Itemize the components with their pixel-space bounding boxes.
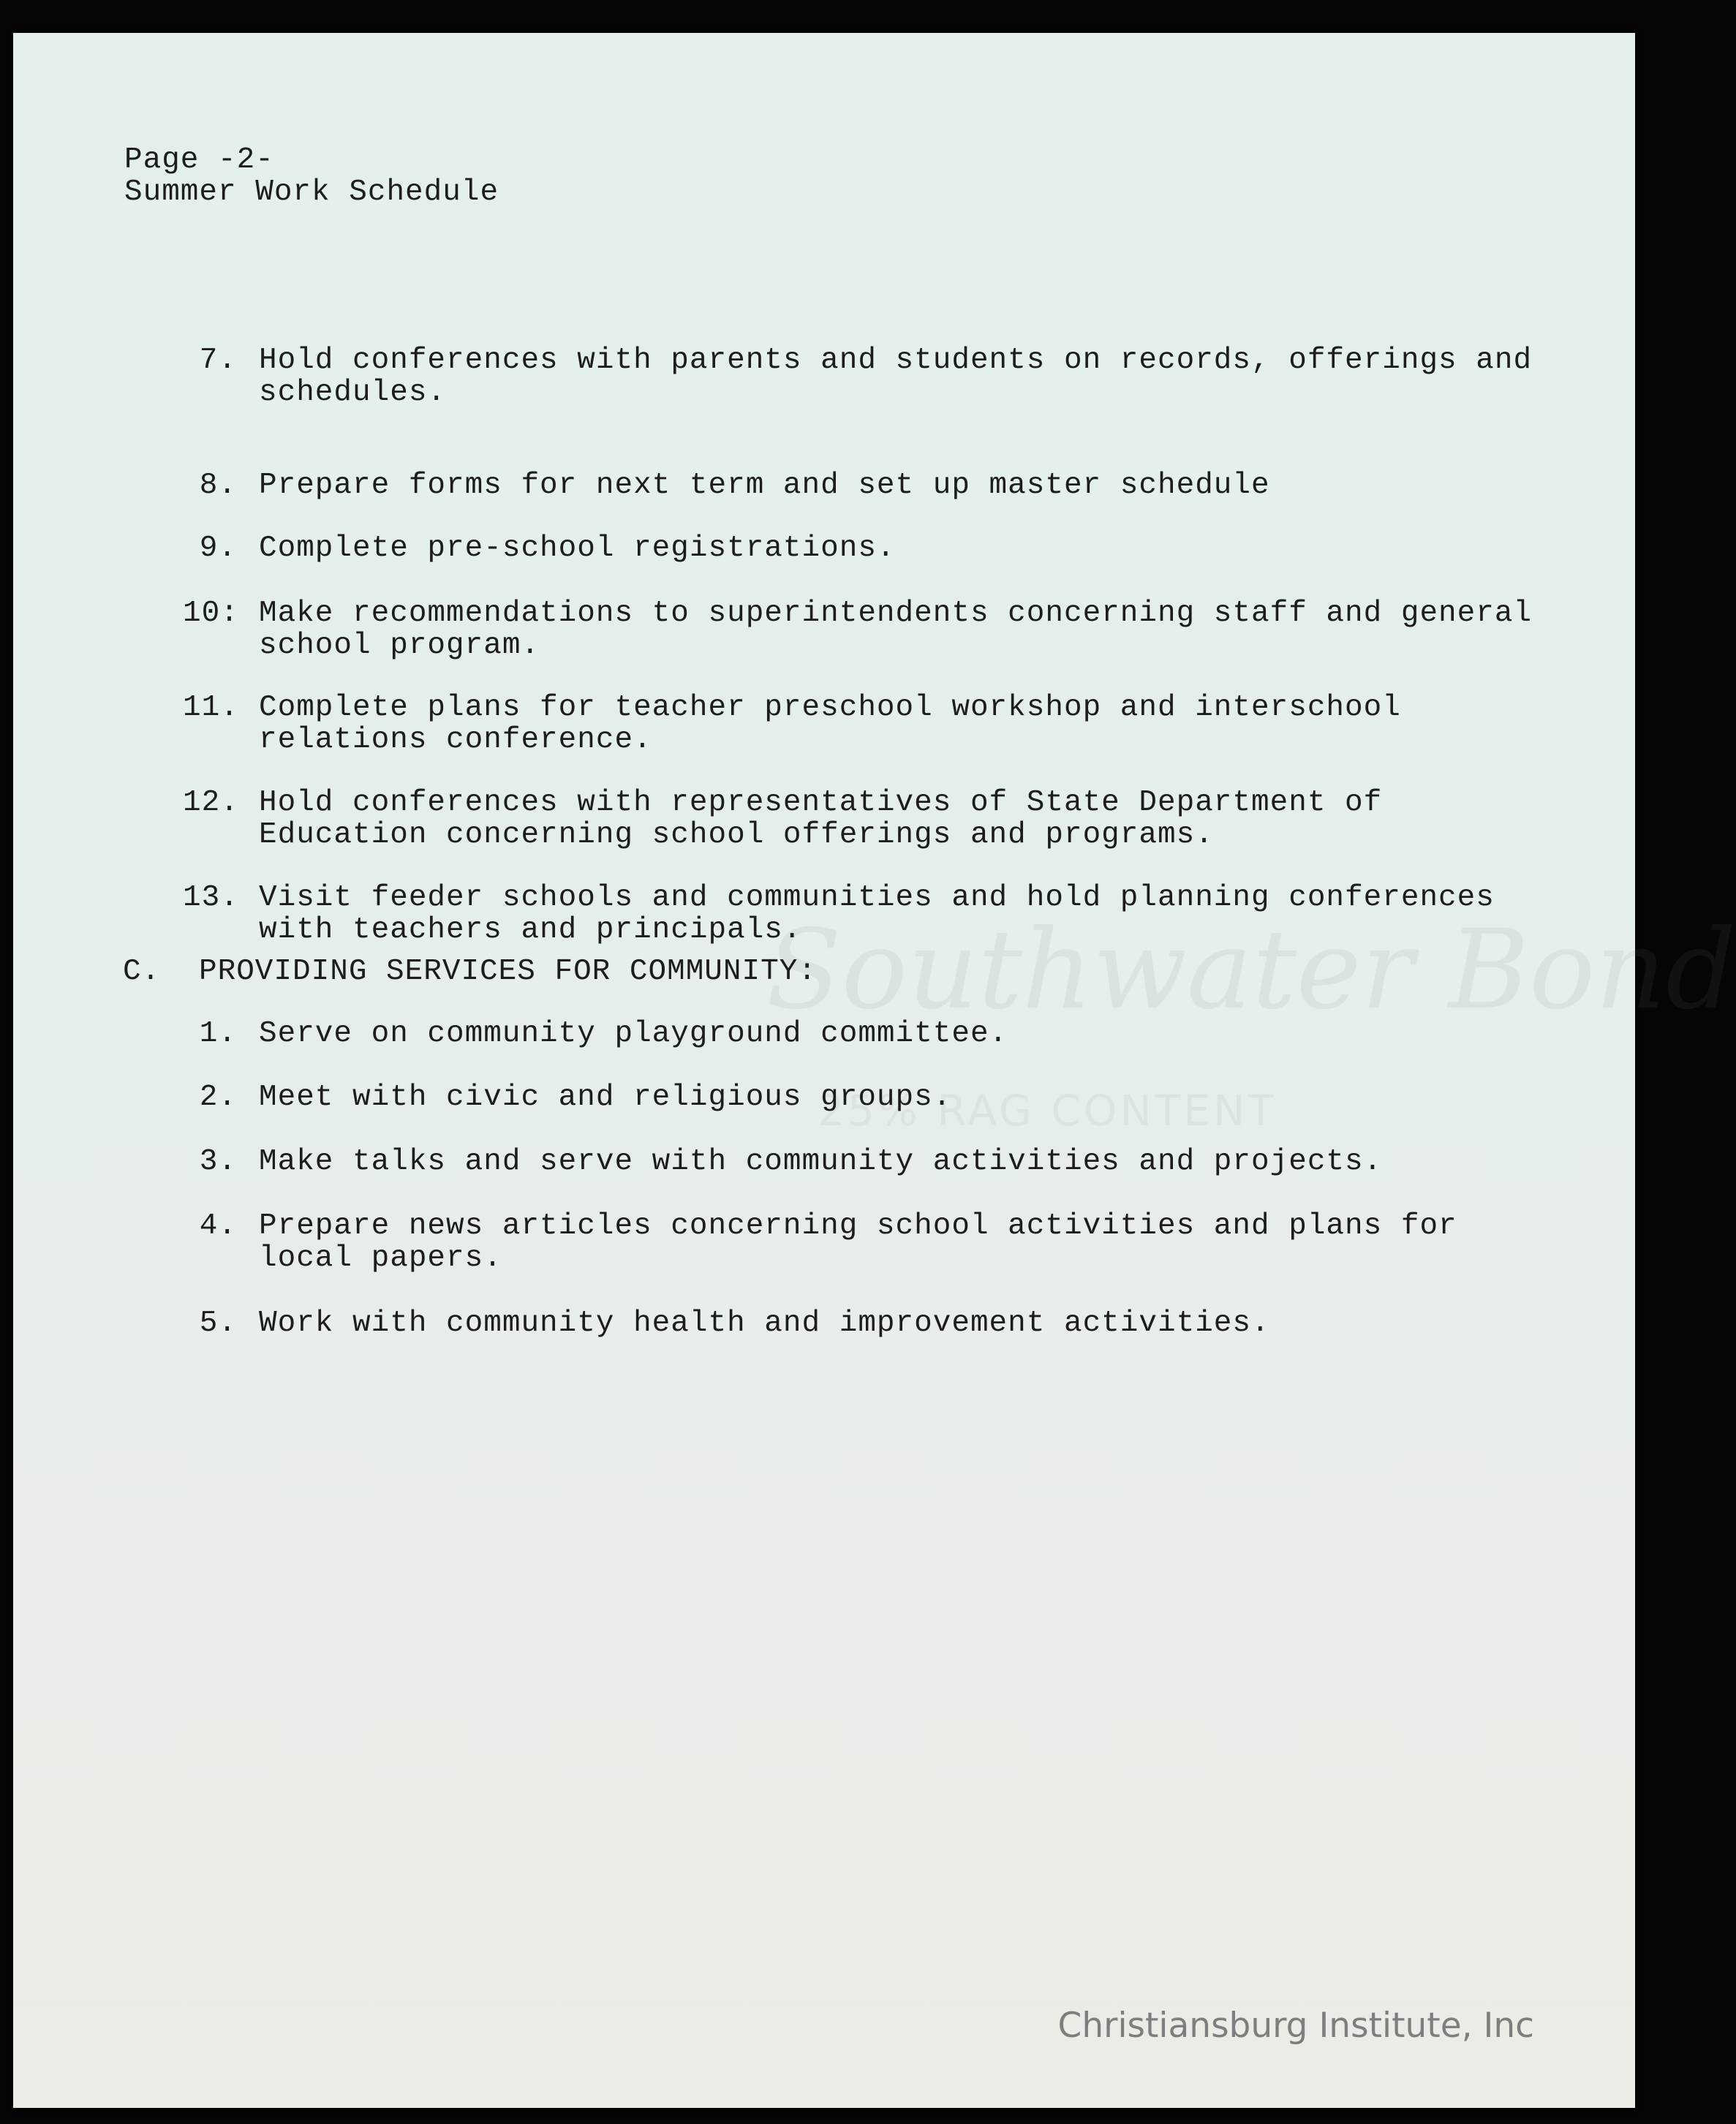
item-text: Complete pre-school registrations. [259, 532, 896, 565]
item-number: 7. [199, 344, 237, 377]
section-title: PROVIDING SERVICES FOR COMMUNITY: [199, 955, 817, 989]
item-text: Hold conferences with representatives of State Department of Education concerning school offerings and programs. [259, 786, 1383, 852]
list-item [183, 1307, 1546, 1339]
section-letter: C. [123, 955, 161, 989]
list-item [183, 344, 1546, 409]
page-title: Summer Work Schedule [124, 175, 499, 209]
item-text: Complete plans for teacher preschool workshop and interschool relations conference. [259, 691, 1401, 757]
item-number: 11. [183, 691, 239, 725]
list-item [183, 1146, 1546, 1178]
archive-credit: Christiansburg Institute, Inc [1057, 2006, 1534, 2046]
page-number: Page -2- [124, 143, 274, 177]
item-text: Serve on community playground committee. [259, 1017, 1008, 1051]
item-text: Make talks and serve with community activities and projects. [259, 1145, 1383, 1179]
item-text: Work with community health and improvement activities. [259, 1307, 1270, 1340]
item-number: 1. [199, 1017, 237, 1051]
item-number: 9. [199, 532, 237, 565]
document-page [13, 33, 1736, 2108]
item-text: Meet with civic and religious groups. [259, 1081, 952, 1114]
item-number: 10: [183, 597, 239, 630]
item-text: Make recommendations to superintendents concerning staff and general school program. [259, 597, 1533, 662]
item-number: 2. [199, 1081, 237, 1114]
list-item [183, 1018, 1546, 1050]
item-text: Hold conferences with parents and students on records, offerings and schedules. [259, 344, 1533, 409]
list-item [183, 597, 1546, 662]
list-item [183, 1081, 1546, 1114]
list-item [183, 469, 1546, 502]
list-item [183, 1210, 1546, 1274]
item-text: Prepare forms for next term and set up master schedule [259, 469, 1270, 502]
item-number: 3. [199, 1145, 237, 1179]
item-text: Visit feeder schools and communities and hold planning conferences with teachers and principals. [259, 881, 1495, 947]
list-item [183, 692, 1546, 756]
list-item [183, 882, 1546, 946]
item-number: 4. [199, 1209, 237, 1243]
section-heading [123, 956, 817, 988]
item-text: Prepare news articles concerning school activities and plans for local papers. [259, 1209, 1457, 1275]
page-header [124, 144, 499, 208]
list-item [183, 787, 1546, 851]
paper-watermark: Southwater Bond [766, 907, 1736, 1034]
item-number: 5. [199, 1307, 237, 1340]
paper-watermark-content: 25% RAG CONTENT [818, 1086, 1277, 1135]
item-number: 12. [183, 786, 239, 820]
item-number: 13. [183, 881, 239, 915]
item-number: 8. [199, 469, 237, 502]
list-item [183, 532, 1546, 564]
